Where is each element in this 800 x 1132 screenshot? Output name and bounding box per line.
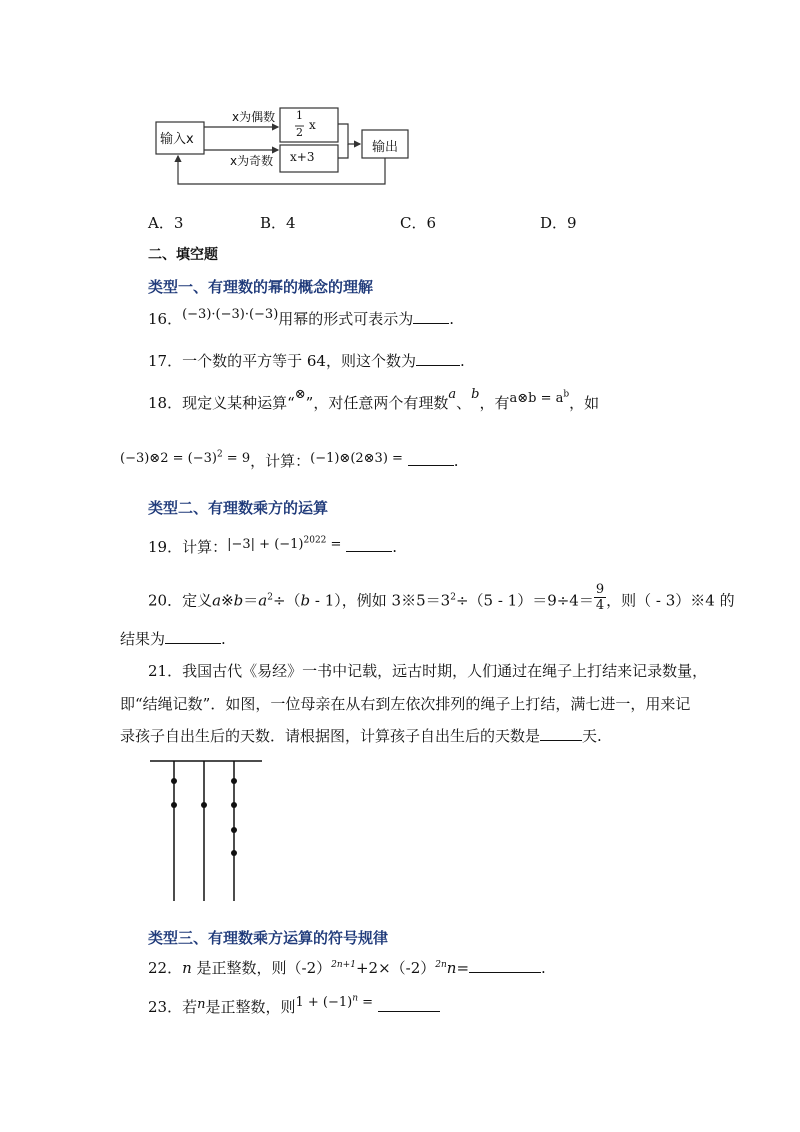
question-17: 17．一个数的平方等于 64，则这个数为 . [148, 352, 465, 370]
even-label: x为偶数 [232, 110, 276, 124]
knot [171, 802, 177, 808]
question-18-line2: (−3)⊗2 = $(-3)^2 = 9$，计算：(−1)⊗(2⊗3) = . [120, 449, 459, 470]
section-title: 二、填空题 [148, 247, 218, 263]
knot-rope-figure [150, 755, 265, 905]
option-d: D．9 [540, 214, 577, 232]
half-denominator: 2 [296, 126, 303, 139]
half-to-output-line [338, 124, 360, 144]
question-21-line2: 即“结绳记数”．如图，一位母亲在从右到左依次排列的绳子上打结，满七进一，用来记 [120, 695, 691, 713]
knot [231, 827, 237, 833]
question-19: 19．计算：$|-3| + (-1)^{2022}$ = . [148, 535, 397, 556]
knot [201, 802, 207, 808]
half-variable: x [309, 118, 316, 132]
odd-label: x为奇数 [230, 154, 274, 168]
question-20-line2: 结果为 . [120, 630, 226, 648]
question-18-line1: 18．现定义某种运算“⊗”，对任意两个有理数a、b，有a⊗b = $a^b$，如 [148, 387, 600, 412]
plus3-to-output-line [338, 144, 348, 158]
type1-heading: 类型一、有理数的幂的概念的理解 [148, 278, 374, 296]
plus3-label: x+3 [290, 150, 315, 164]
option-a: A．3 [148, 214, 184, 232]
knot [231, 778, 237, 784]
half-numerator: 1 [296, 109, 303, 122]
option-c: C．6 [400, 214, 437, 232]
question-20-line1: 20．定义$a※b=a^2\div(b - 1)$，例如 $3※5=3^2\div(5 - 1)=9\div 4=$ $\frac{9}{4}$ ，则（ - 3）※4 的 [148, 582, 735, 613]
option-b: B．4 [260, 214, 296, 232]
question-21-line3: 录孩子自出生后的天数．请根据图，计算孩子自出生后的天数是 天. [120, 727, 602, 745]
knot [231, 850, 237, 856]
knot [171, 778, 177, 784]
type2-heading: 类型二、有理数乘方的运算 [148, 499, 329, 517]
knot [231, 802, 237, 808]
question-22: 22．n 是正整数，则$(-2)^{2n+1}+2\times(-2)^{2n}n=$ . [148, 959, 546, 977]
output-label: 输出 [372, 140, 399, 155]
question-21-line1: 21．我国古代《易经》一书中记载，远古时期，人们通过在绳子上打结来记录数量， [148, 662, 708, 680]
type3-heading: 类型三、有理数乘方运算的符号规律 [148, 929, 389, 947]
question-16: 16．(−3)·(−3)·(−3)用幂的形式可表示为 . [148, 307, 455, 328]
question-23: 23．若n是正整数，则$1 + (-1)^n$ = [148, 996, 440, 1017]
input-label: 输入x [160, 132, 194, 147]
